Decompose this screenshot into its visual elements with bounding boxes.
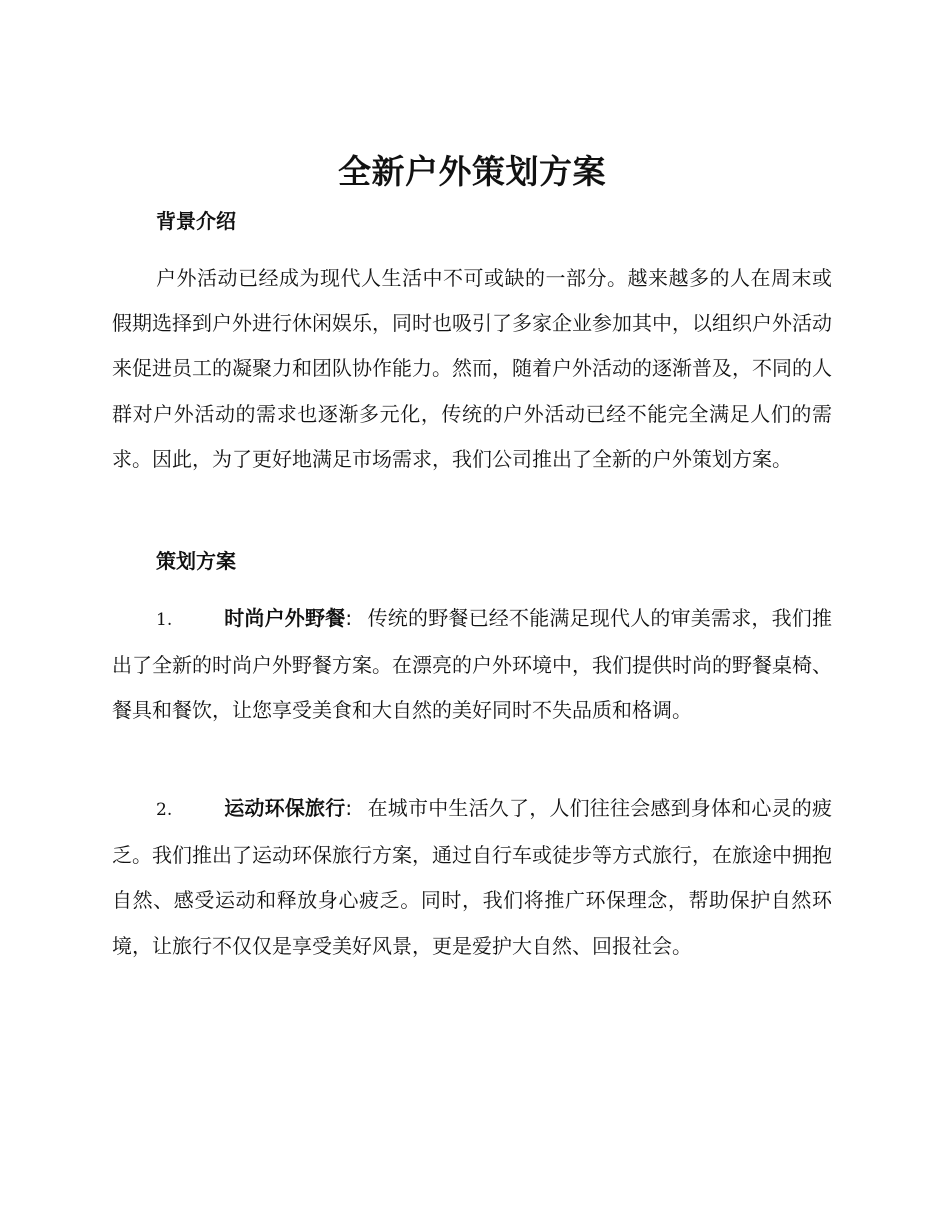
document-title: 全新户外策划方案 (338, 152, 606, 191)
plan-item-number: 2. (156, 800, 173, 820)
section-heading-background: 背景介绍 (156, 209, 236, 233)
plan-item-colon: : (345, 606, 353, 630)
plan-item-text: 在城市中生活久了，人们往往会感到身体和心灵的疲乏。我们推出了运动环保旅行方案，通过自行车或徒步等方式旅行，在旅途中拥抱自然、感受运动和释放身心疲乏。同时，我们将推广环保理念，帮助保护自然环境，让旅行不仅仅是享受美好风景，更是爱护大自然、回报社会。 (112, 796, 833, 958)
plan-item-number: 1. (156, 610, 173, 630)
plan-item (112, 596, 832, 734)
plan-item-title: 时尚户外野餐 (224, 606, 346, 630)
plan-item-text: 传统的野餐已经不能满足现代人的审美需求，我们推出了全新的时尚户外野餐方案。在漂亮的户外环境中，我们提供时尚的野餐桌椅、餐具和餐饮，让您享受美食和大自然的美好同时不失品质和格调。 (112, 606, 833, 723)
plan-item-title: 运动环保旅行 (224, 796, 346, 820)
document-page (112, 0, 832, 1230)
background-paragraph: 户外活动已经成为现代人生活中不可或缺的一部分。越来越多的人在周末或假期选择到户外进行休闲娱乐，同时也吸引了多家企业参加其中，以组织户外活动来促进员工的凝聚力和团队协作能力。然而，随着户外活动的逐渐普及，不同的人群对户外活动的需求也逐渐多元化，传统的户外活动已经不能完全满足人们的需求。因此，为了更好地满足市场需求，我们公司推出了全新的户外策划方案。 (112, 266, 832, 471)
section-heading-plan: 策划方案 (156, 549, 236, 573)
plan-item (112, 786, 832, 969)
plan-item-colon: : (345, 796, 353, 820)
